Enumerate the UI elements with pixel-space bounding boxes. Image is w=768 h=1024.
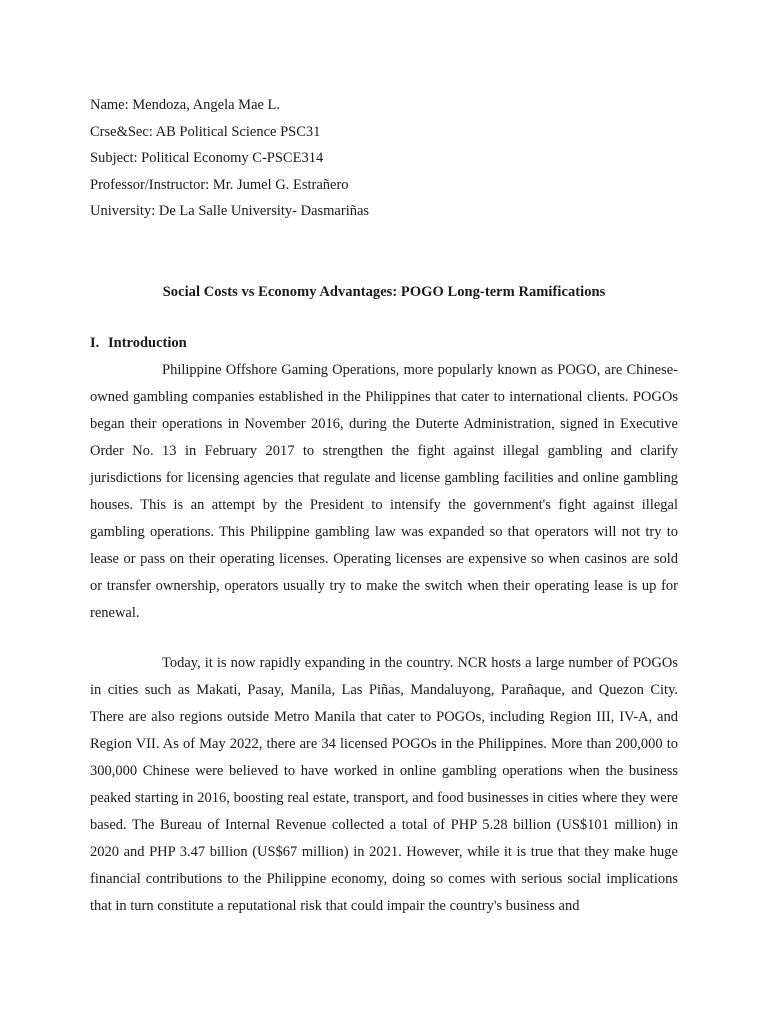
document-title: Social Costs vs Economy Advantages: POGO Long-term Ramifications <box>162 284 606 300</box>
student-name: Name: Mendoza, Angela Mae L. <box>90 97 281 113</box>
section-heading <box>90 333 187 353</box>
section-number: I. <box>90 335 100 351</box>
section-title: Introduction <box>108 335 187 351</box>
paragraph-introduction-1: Philippine Offshore Gaming Operations, more popularly known as POGO, are Chinese-owned gambling companies established in the Philippines that cater to international clients. POGOs began their operations in November 2016, during the Duterte Administration, signed in Executive Order No. 13 in February 2017 to strengthen the fight against illegal gambling and clarify jurisdictions for licensing agencies that regulate and license gambling facilities and online gambling houses. This is an attempt by the President to intensify the government's fight against illegal gambling operations. This Philippine gambling law was expanded so that operators will not try to lease or pass on their operating licenses. Operating licenses are expensive so when casinos are sold or transfer ownership, operators usually try to make the switch when their operating lease is up for renewal. <box>90 362 678 621</box>
university: University: De La Salle University- Dasmariñas <box>90 203 370 219</box>
professor: Professor/Instructor: Mr. Jumel G. Estrañero <box>90 176 349 193</box>
paragraph-introduction-2: Today, it is now rapidly expanding in the country. NCR hosts a large number of POGOs in cities such as Makati, Pasay, Manila, Las Piñas, Mandaluyong, Parañaque, and Quezon City. There are also regions outside Metro Manila that cater to POGOs, including Region III, IV-A, and Region VII. As of May 2022, there are 34 licensed POGOs in the Philippines. More than 200,000 to 300,000 Chinese were believed to have worked in online gambling operations when the business peaked starting in 2016, boosting real estate, transport, and food businesses in cities where they were based. The Bureau of Internal Revenue collected a total of PHP 5.28 billion (US$101 million) in 2020 and PHP 3.47 billion (US$67 million) in 2021. However, while it is true that they make huge financial contributions to the Philippine economy, doing so comes with serious social implications that in turn constitute a reputational risk that could impair the country's business and <box>90 655 678 914</box>
subject: Subject: Political Economy C-PSCE314 <box>90 150 324 166</box>
course-section: Crse&Sec: AB Political Science PSC31 <box>90 123 321 140</box>
student-info-block <box>90 92 690 225</box>
